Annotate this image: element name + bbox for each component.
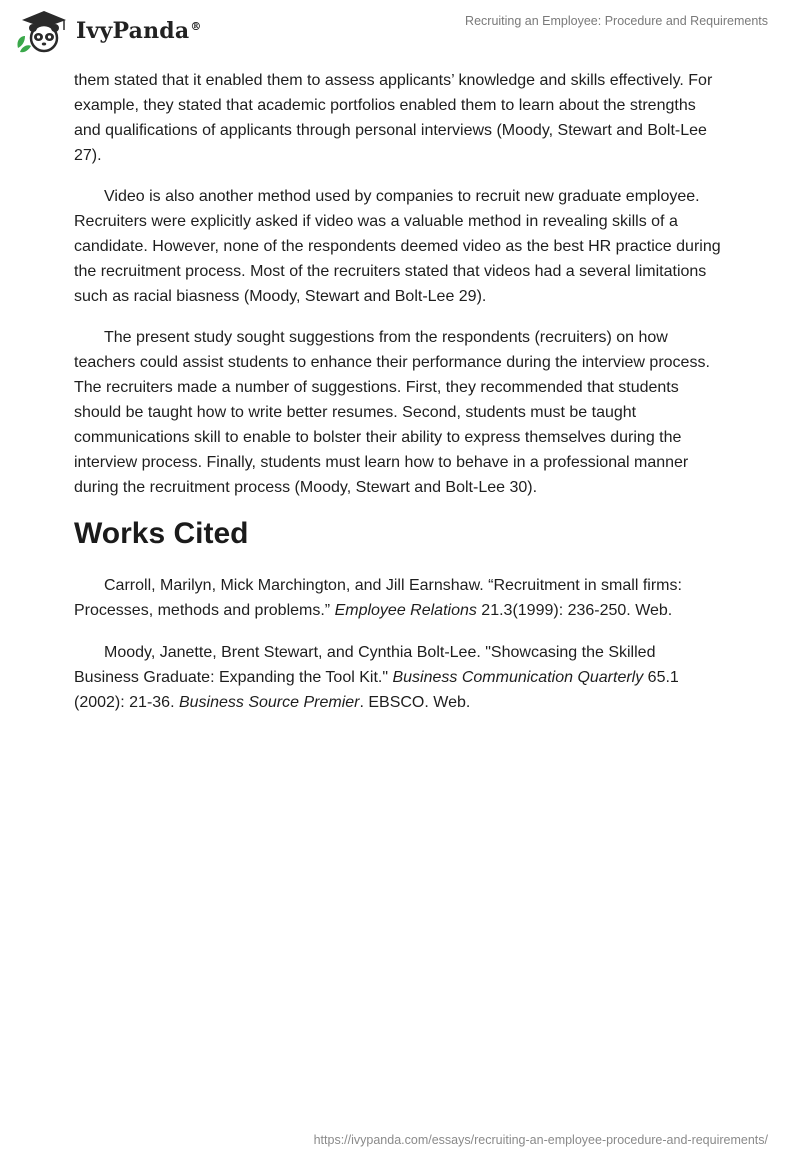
- page-header: [0, 0, 800, 60]
- body-paragraph: them stated that it enabled them to assess applicants’ knowledge and skills effectively. For example, they stated that academic portfolios enabled them to learn about the strengths and qualifications of applicants through personal interviews (Moody, Stewart and Bolt-Lee 27).: [74, 72, 713, 164]
- works-cited-list: [74, 573, 724, 715]
- works-cited-heading: Works Cited: [74, 517, 249, 550]
- citation-entry: Carroll, Marilyn, Mick Marchington, and Jill Earnshaw. “Recruitment in small firms: Processes, methods and problems.” Employee Relations 21.3(1999): 236-250. Web.: [74, 577, 682, 619]
- citation-database: Business Source Premier: [178, 694, 360, 711]
- ivypanda-logo[interactable]: [14, 8, 202, 54]
- source-url-link[interactable]: https://ivypanda.com/essays/recruiting-an-employee-procedure-and-requirements/: [313, 1133, 768, 1147]
- panda-graduate-icon: [14, 8, 72, 54]
- citation-journal: Business Communication Quarterly: [392, 669, 644, 686]
- body-paragraph: Video is also another method used by companies to recruit new graduate employee. Recruiters were explicitly asked if video was a valuable method in revealing skills of a candidate. However, none of the respondents deemed video as the best HR practice during the recruitment process. Most of the recruiters stated that videos had a several limitations such as racial biasness (Moody, Stewart and Bolt-Lee 29).: [74, 188, 721, 305]
- essay-content: [74, 68, 724, 732]
- citation-journal: Employee Relations: [334, 602, 477, 619]
- citation-entry: Moody, Janette, Brent Stewart, and Cynthia Bolt-Lee. "Showcasing the Skilled Business Graduate: Expanding the Tool Kit." Business Communication Quarterly 65.1 (2002): 21-36. Business Source Premier. EBSCO. Web.: [74, 644, 679, 711]
- logo-wordmark: IvyPanda®: [76, 18, 202, 44]
- document-title: Recruiting an Employee: Procedure and Requirements: [465, 14, 768, 28]
- body-paragraph: The present study sought suggestions from the respondents (recruiters) on how teachers could assist students to enhance their performance during the interview process. The recruiters made a number of suggestions. First, they recommended that students should be taught how to write better resumes. Second, students must be taught communications skill to enable to bolster their ability to express themselves during the interview process. Finally, students must learn how to behave in a professional manner during the recruitment process (Moody, Stewart and Bolt-Lee 30).: [74, 329, 710, 496]
